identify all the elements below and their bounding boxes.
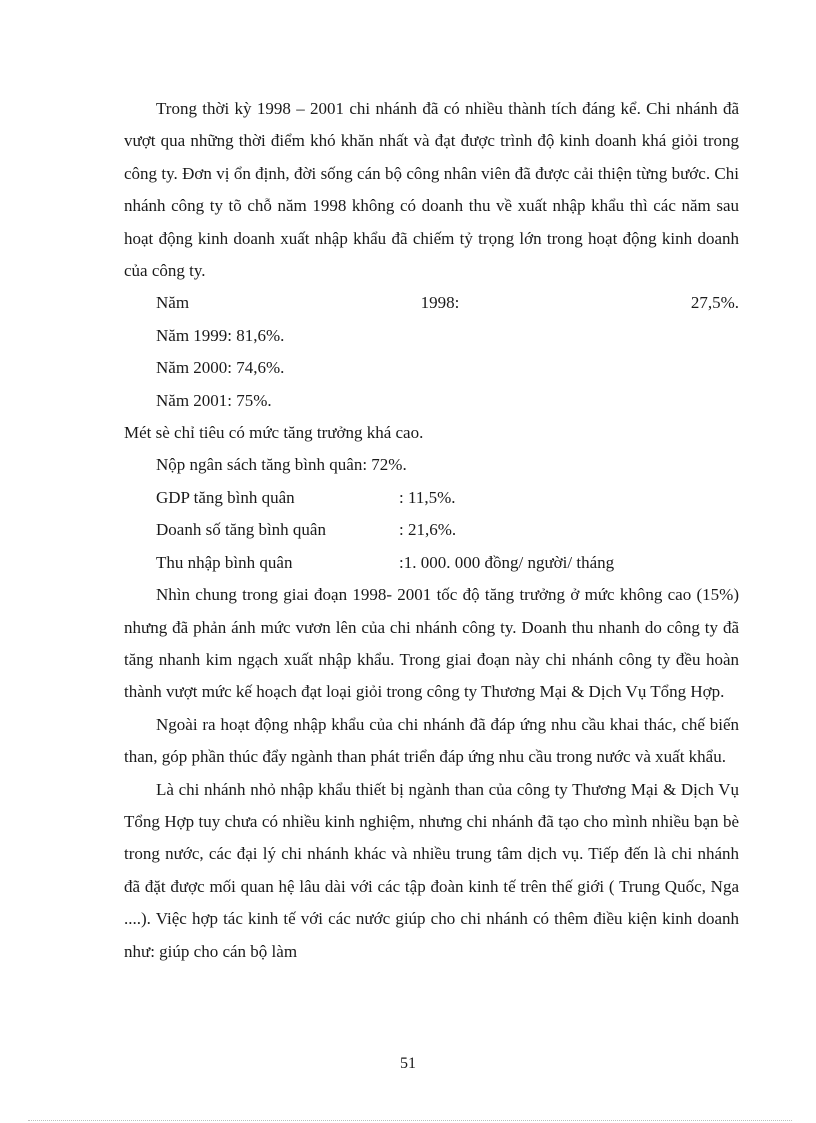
year-1998-label: Năm — [156, 293, 190, 313]
indicator-label: GDP tăng bình quân — [156, 487, 295, 507]
paragraph-import-role: Ngoài ra hoạt động nhập khẩu của chi nhánh đã đáp ứng nhu cầu khai thác, chế biến than, góp phần thúc đẩy ngành than phát triển đáp ứng nhu cầu trong nước và xuất khẩu. — [124, 714, 739, 767]
year-1999-row: Năm 1999: 81,6%. — [156, 325, 285, 345]
indicator-value: : 21,6%. — [399, 520, 457, 540]
paragraph-achievements: Trong thời kỳ 1998 – 2001 chi nhánh đã có nhiều thành tích đáng kể. Chi nhánh đã vượt qua những thời điểm khó khăn nhất và đạt được trình độ kinh doanh khá giỏi trong công ty. Đơn vị ổn định, đời sống cán bộ công nhân viên đã được cải thiện từng bước. Chi nhánh công ty tõ chỗ năm 1998 không có doanh thu về xuất nhập khẩu thì các năm sau hoạt động kinh doanh xuất nhập khẩu đã chiếm tỷ trọng lớn trong hoạt động kinh doanh của công ty. — [124, 99, 739, 281]
indicator-budget-row — [124, 449, 739, 481]
year-1998-row — [124, 287, 739, 319]
indicator-sales-row — [124, 514, 739, 546]
body-text — [124, 93, 739, 968]
indicator-gdp-row — [124, 482, 739, 514]
year-1998-value: 27,5%. — [690, 293, 739, 313]
indicator-value: :1. 000. 000 đồng/ người/ tháng — [399, 552, 615, 572]
indicator-value: : 11,5%. — [399, 487, 456, 507]
year-1998-year: 1998: — [420, 293, 460, 313]
indicator-value: : 72%. — [362, 455, 407, 475]
year-2001-row: Năm 2001: 75%. — [156, 390, 272, 410]
indicators-intro: Mét sè chỉ tiêu có mức tăng trưởng khá cao. — [124, 423, 424, 443]
indicator-income-row — [124, 547, 739, 579]
indicator-label: Thu nhập bình quân — [156, 552, 293, 572]
indicator-label: Doanh số tăng bình quân — [156, 520, 326, 540]
paragraph-overview: Nhìn chung trong giai đoạn 1998- 2001 tốc độ tăng trưởng ở mức không cao (15%) nhưng đã phản ánh mức vươn lên của chi nhánh công ty. Doanh thu nhanh do công ty đã tăng nhanh kim ngạch xuất nhập khẩu. Trong giai đoạn này chi nhánh công ty đều hoàn thành vượt mức kế hoạch đạt loại giỏi trong công ty Thương Mại & Dịch Vụ Tổng Hợp. — [124, 585, 739, 702]
paragraph-partnerships: Là chi nhánh nhỏ nhập khẩu thiết bị ngành than của công ty Thương Mại & Dịch Vụ Tổng Hợp tuy chưa có nhiều kinh nghiệm, nhưng chi nhánh đã tạo cho mình nhiều bạn bè trong nước, các đại lý chi nhánh khác và nhiều trung tâm dịch vụ. Tiếp đến là chi nhánh đã đặt được mối quan hệ lâu dài với các tập đoàn kinh tế trên thế giới ( Trung Quốc, Nga ....). Việc hợp tác kinh tế với các nước giúp cho chi nhánh có thêm điều kiện kinh doanh như: giúp cho cán bộ làm — [124, 779, 739, 961]
year-2000-row: Năm 2000: 74,6%. — [156, 358, 285, 378]
page-bottom-divider — [28, 1120, 792, 1121]
indicator-label: Nộp ngân sách tăng bình quân — [156, 455, 363, 475]
page-number: 51 — [400, 1055, 416, 1072]
